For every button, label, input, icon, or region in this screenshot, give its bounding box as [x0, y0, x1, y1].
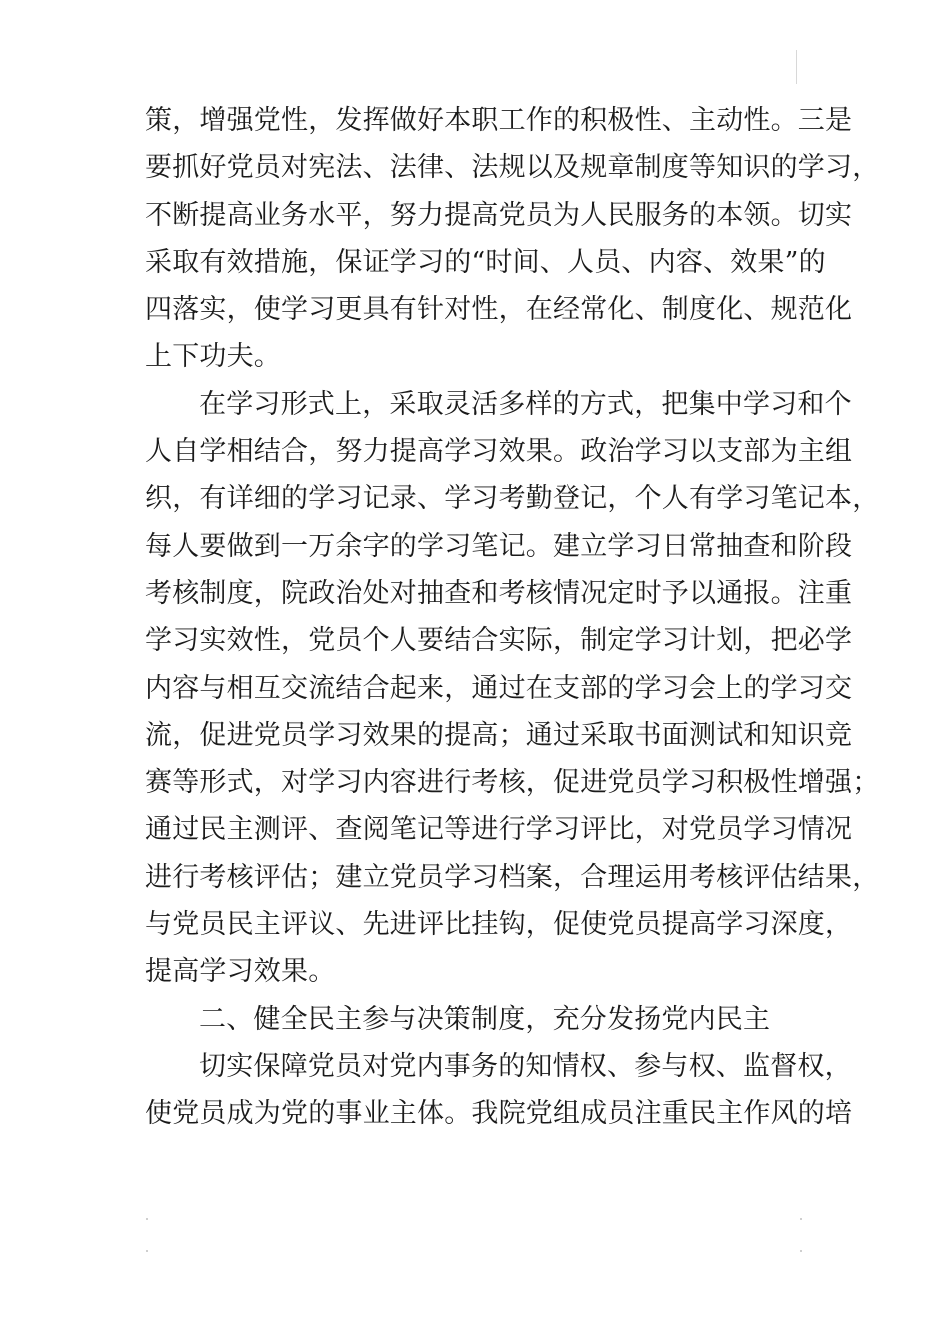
scan-corner-dot	[146, 1250, 148, 1252]
text-line: 与党员民主评议、先进评比挂钩，促使党员提高学习深度，	[145, 909, 853, 941]
text-line: 进行考核评估；建立党员学习档案，合理运用考核评估结果，	[145, 861, 880, 893]
text-line: 上下功夫。	[145, 341, 281, 373]
scan-corner-dot	[800, 1218, 802, 1220]
scan-corner-dot	[146, 1218, 148, 1220]
text-line: 提高学习效果。	[145, 956, 336, 988]
text-line: 织，有详细的学习记录、学习考勤登记，个人有学习笔记本，	[145, 483, 880, 515]
text-line: 二、健全民主参与决策制度，充分发扬党内民主	[199, 1003, 771, 1035]
text-line: 每人要做到一万余字的学习笔记。建立学习日常抽查和阶段	[145, 530, 853, 562]
text-line: 内容与相互交流结合起来，通过在支部的学习会上的学习交	[145, 672, 853, 704]
text-line: 策，增强党性，发挥做好本职工作的积极性、主动性。三是	[145, 105, 853, 136]
text-line: 使党员成为党的事业主体。我院党组成员注重民主作风的培	[145, 1098, 853, 1130]
scan-edge-mark	[796, 50, 797, 84]
text-line: 采取有效措施，保证学习的“时间、人员、内容、效果”的	[145, 246, 826, 278]
text-line: 通过民主测评、查阅笔记等进行学习评比，对党员学习情况	[145, 814, 853, 846]
text-line: 流，促进党员学习效果的提高；通过采取书面测试和知识竞	[145, 719, 853, 751]
text-line: 在学习形式上，采取灵活多样的方式，把集中学习和个	[199, 388, 852, 420]
text-line: 考核制度，院政治处对抽查和考核情况定时予以通报。注重	[145, 577, 853, 609]
text-line: 赛等形式，对学习内容进行考核，促进党员学习积极性增强；	[145, 767, 880, 799]
text-line: 四落实，使学习更具有针对性，在经常化、制度化、规范化	[145, 294, 853, 326]
document-body	[145, 97, 880, 1138]
scan-corner-dot	[800, 1250, 802, 1252]
text-line: 要抓好党员对宪法、法律、法规以及规章制度等知识的学习，	[145, 152, 880, 184]
text-line: 不断提高业务水平，努力提高党员为人民服务的本领。切实	[145, 199, 853, 231]
text-line: 人自学相结合，努力提高学习效果。政治学习以支部为主组	[145, 436, 853, 468]
text-line: 学习实效性，党员个人要结合实际，制定学习计划，把必学	[145, 625, 853, 657]
text-line: 切实保障党员对党内事务的知情权、参与权、监督权，	[199, 1050, 852, 1082]
